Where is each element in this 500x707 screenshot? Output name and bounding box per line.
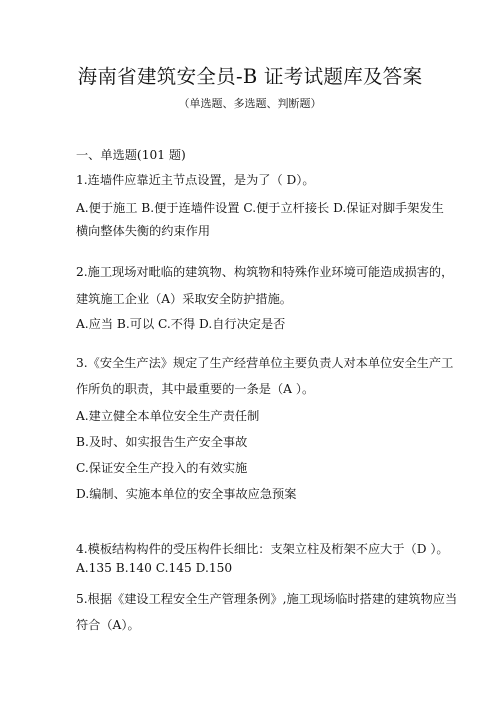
question-3-stem: 3.《安全生产法》规定了生产经营单位主要负责人对本单位安全生产工 xyxy=(76,356,454,370)
question-3-option-b: B.及时、如实报告生产安全事故 xyxy=(76,435,248,449)
question-2-stem: 2.施工现场对毗临的建筑物、构筑物和特殊作业环境可能造成损害的， xyxy=(76,265,454,279)
question-4-stem: 4.模板结构构件的受压构件长细比：支架立柱及桁架不应大于（D ）。 xyxy=(76,542,449,556)
question-5-stem-cont: 符合（A）。 xyxy=(76,618,140,632)
question-2-options: A.应当 B.可以 C.不得 D.自行决定是否 xyxy=(76,317,286,331)
question-5-stem: 5.根据《建设工程安全生产管理条例》,施工现场临时搭建的建筑物应当 xyxy=(76,592,458,606)
question-1-options-cont: 横向整体失衡的约束作用 xyxy=(76,224,211,238)
document-title: 海南省建筑安全员-B 证考试题库及答案 xyxy=(77,65,423,88)
question-3-option-d: D.编制、实施本单位的安全事故应急预案 xyxy=(76,487,297,501)
question-4-options: A.135 B.140 C.145 D.150 xyxy=(76,561,233,575)
document-subtitle: （单选题、多选题、判断题） xyxy=(178,97,322,110)
question-3-option-a: A.建立健全本单位安全生产责任制 xyxy=(76,409,260,423)
question-1-options: A.便于施工 B.便于连墙件设置 C.便于立杆接长 D.保证对脚手架发生 xyxy=(76,201,444,215)
question-1-stem: 1.连墙件应靠近主节点设置，是为了（ D）。 xyxy=(76,173,315,187)
section-heading: 一、单选题(101 题) xyxy=(76,148,186,162)
question-2-stem-cont: 建筑施工企业（A）采取安全防护措施。 xyxy=(76,292,292,306)
question-3-stem-cont: 作所负的职责，其中最重要的一条是（A ）。 xyxy=(76,382,315,396)
question-3-option-c: C.保证安全生产投入的有效实施 xyxy=(76,461,248,475)
